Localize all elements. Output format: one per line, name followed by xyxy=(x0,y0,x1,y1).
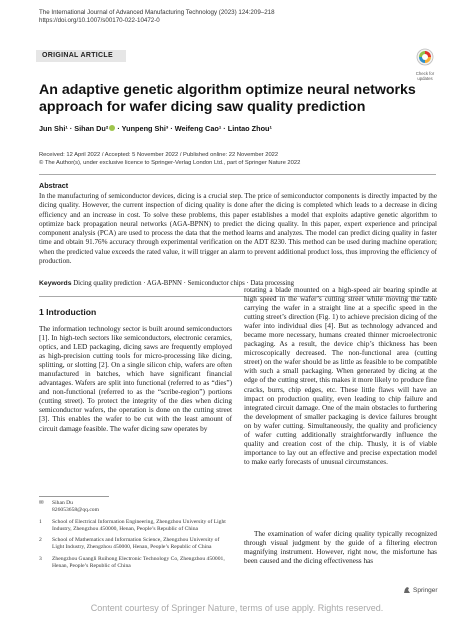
journal-header xyxy=(39,9,275,25)
publisher-logo xyxy=(403,586,438,594)
journal-citation: The International Journal of Advanced Manufacturing Technology (2023) 124:209–218 xyxy=(39,9,275,16)
publisher-name: Springer xyxy=(413,586,438,594)
affiliation-text: Zhengzhou Guangli Ruihong Electronic Technology Co, Zhengzhou 450001, Henan, People’s Republic of China xyxy=(52,555,225,570)
affiliation-mark: 1 xyxy=(39,518,42,525)
keywords-text: Dicing quality prediction · AGA-BPNN · Semiconductor chips · Data processing xyxy=(73,280,295,287)
authors-rest[interactable]: · Yunpeng Shi³ · Weifeng Cao¹ · Lintao Zhou¹ xyxy=(115,124,272,133)
copyright-line: © The Author(s), under exclusive licence to Springer-Verlag London Ltd., part of Springer Nature 2022 xyxy=(39,160,301,166)
author-list xyxy=(39,124,272,133)
abstract-heading: Abstract xyxy=(39,181,69,190)
intro-right-column-para2: The examination of wafer dicing quality typically recognized through visual judgment by the guide of a filtering electron magnifying instrument. However, right now, the misfortune has been caused and the dicing effectiveness has xyxy=(244,530,437,566)
affiliation-item xyxy=(39,537,232,552)
footnotes xyxy=(39,500,232,574)
intro-left-column: The information technology sector is built around semiconductors [1]. In high-tech sectors like semiconductors, electronic ceramics, optics, and LED packaging, dicing saws are frequently employed as high-precision cutting tools for micro-processing like dicing, splitting, or slotting [2]. On a single silicon chip, wafers are often manufactured in batches, which have significant financial advantages. Wafers are split into functional (referred to as “dies”) and non-functional (referred to as the “scribe-region”) portions (cutting street). To protect the integrity of the dies when dicing semiconductor wafers, the operation is done on the cutting street [3]. This enables the wafer to be cut with the least amount of circuit damage feasible. The wafer dicing saw operates by xyxy=(39,325,232,433)
intro-right-column: rotating a blade mounted on a high-speed air bearing spindle at high speed in the wafer’s cutting street while moving the table carrying the wafer in a straight line at a specific speed in the cutting street’s direction (Fig. 1) to achieve precision dicing of the wafer into individual dies [4]. But as technology advanced and became more necessary, humans created thinner microelectronic packaging. As a result, the device chip’s thickness has been microscopically decreased. The non-functional area (cutting street) on the wafer should be as little as feasible to be compatible with such a small packaging. When generated by dicing at the edge of the cutting street, this makes it more likely to produce fine cracks, burrs, chip edges, etc. These little flaws will have an impact on production quality, even leading to chip failure and integrated circuit damage. One of the main obstacles to furthering the development of smaller packaging is device failures brought on by wafer cutting. Simultaneously, the quality and proficiency of wafer cutting additionally straightforwardly influence the quality and creation cost of the chip. Thusly, it is of viable importance to lay out an effective and precise expectation model to make early forecasts of unusual circumstances. xyxy=(244,286,437,466)
affiliation-text: School of Electrical Information Engineering, Zhengzhou University of Light Industry, Zhengzhou 450000, Henan, People’s Republic of China xyxy=(52,518,226,532)
crossmark-label-2: updates xyxy=(417,76,433,81)
doi-link[interactable]: https://doi.org/10.1007/s00170-022-10472-0 xyxy=(39,17,160,24)
corresponding-name: Sihan Du xyxy=(52,500,73,506)
paper-title: An adaptive genetic algorithm optimize neural networks approach for wafer dicing saw quality prediction xyxy=(39,82,416,115)
article-type-badge: ORIGINAL ARTICLE xyxy=(36,50,126,62)
abstract-text: In the manufacturing of semiconductor devices, dicing is a crucial step. The price of semiconductor components is directly impacted by the dicing quality. However, the current inspection of dicing quality is done after the dicing is completed which leads to a decrease in dicing efficiency and an increase in cost. To solve these problems, this paper establishes a model that exploits adaptive genetic algorithm to optimize back propagation neural networks (AGA-BPNN) to predict the dicing quality. In this paper, expert experience and principal component analysis (PCA) are used to process the data that the method learns and analyzes. The model can predict dicing quality in faster time and obtain 91.76% accuracy through experimental verification on the ADT 8230. This method can be used during machine operation; when the predicted value exceeds the rated value, it will trigger an alarm to prevent additional product loss, thus improving the efficiency of production. xyxy=(39,192,437,266)
crossmark-badge[interactable] xyxy=(410,48,440,81)
affiliation-item xyxy=(39,556,232,571)
crossmark-label-1: Check for xyxy=(415,71,435,76)
publication-dates xyxy=(39,151,300,167)
courtesy-notice: Content courtesy of Springer Nature, terms of use apply. Rights reserved. xyxy=(90,603,384,613)
corresponding-author xyxy=(39,500,232,515)
divider-top xyxy=(39,174,436,175)
crossmark-icon xyxy=(416,48,434,66)
affiliation-mark: 3 xyxy=(39,555,42,562)
section-heading: 1 Introduction xyxy=(39,307,97,317)
envelope-icon: ✉ xyxy=(39,500,44,506)
corresponding-email[interactable]: 826053658@qq.com xyxy=(52,507,99,514)
springer-horse-icon xyxy=(403,586,411,594)
affiliation-text: School of Mathematics and Information Science, Zhengzhou University of Light Industry, Zhengzhou 450000, Henan, People’s Republic of China xyxy=(52,537,220,551)
dates-line: Received: 12 April 2022 / Accepted: 5 November 2022 / Published online: 22 November 2022 xyxy=(39,152,279,158)
keywords-label: Keywords xyxy=(39,280,72,287)
authors-first[interactable]: Jun Shi¹ · Sihan Du² xyxy=(39,124,109,133)
affiliation-mark: 2 xyxy=(39,537,42,544)
footnote-rule xyxy=(39,496,109,497)
affiliation-item xyxy=(39,519,232,534)
